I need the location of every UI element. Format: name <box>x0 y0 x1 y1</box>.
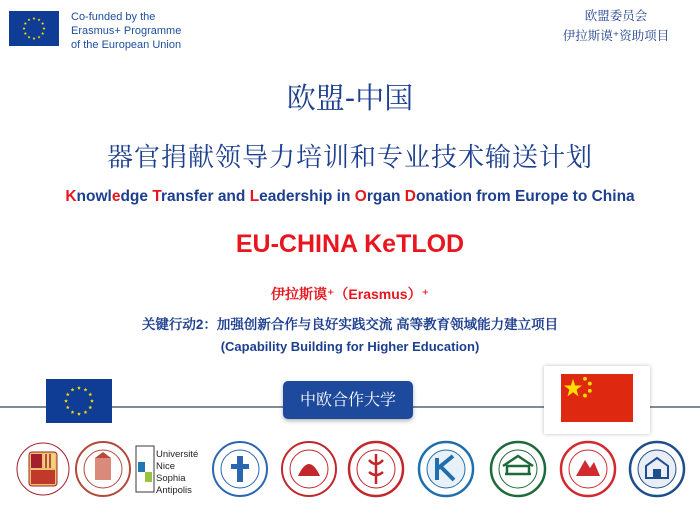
barcelona-university-logo <box>14 438 72 500</box>
title-en-fragment: K <box>65 188 77 205</box>
key-action-en: (Capability Building for Higher Education) <box>220 339 480 354</box>
nice-logo-text <box>156 449 208 497</box>
program-title-cn: 器官捐献领导力培训和专业技术输送计划 <box>106 143 593 173</box>
sino-european-universities-button[interactable]: 中欧合作大学 <box>283 381 413 419</box>
title-en-fragment: L <box>249 188 260 205</box>
cofunded-line: Erasmus+ Programme <box>71 25 182 37</box>
title-en-fragment: ransfer and <box>160 188 250 205</box>
china-flag-icon <box>560 374 634 422</box>
partner-logos <box>0 438 700 508</box>
cofunded-line: Co-funded by the <box>71 11 156 23</box>
capital-medical-university-logo <box>211 438 269 500</box>
page-title: 欧盟-中国 <box>286 81 414 115</box>
erasmus-label: 伊拉斯谟⁺（Erasmus）⁺ <box>271 286 429 302</box>
cofunded-text <box>71 10 181 52</box>
nanchang-university-logo <box>628 438 686 500</box>
nice-logo-mark <box>134 444 156 494</box>
wuhan-university-logo <box>489 438 547 500</box>
title-en-fragment: nowl <box>76 188 112 205</box>
erasmus-funded-label: 伊拉斯谟⁺资助项目 <box>562 29 670 43</box>
key-action-cn: 关键行动2：加强创新合作与良好实践交流 高等教育领域能力建立项目 <box>141 317 559 332</box>
program-title-en <box>0 188 700 206</box>
title-en-fragment: T <box>152 188 161 205</box>
title-en-fragment: rgan <box>366 188 405 205</box>
bologna-university-logo <box>74 438 132 500</box>
top-right-label <box>546 6 686 46</box>
eu-flag-icon <box>46 379 112 423</box>
nice-line: Université <box>156 449 199 460</box>
eu-commission-label: 欧盟委员会 <box>584 9 648 23</box>
kunming-university-logo <box>417 438 475 500</box>
title-en-fragment: e <box>111 188 121 205</box>
title-en-fragment: O <box>354 188 367 205</box>
title-en-fragment: eadership in <box>259 188 355 205</box>
guangzhou-medical-university-logo <box>280 438 338 500</box>
universite-nice-logo <box>134 444 208 506</box>
guangxi-tcm-university-logo <box>559 438 617 500</box>
cofunded-line: of the European Union <box>71 39 182 51</box>
nice-line: Sophia Antipolis <box>156 473 192 496</box>
project-acronym: EU-CHINA KeTLOD <box>235 230 465 258</box>
china-medical-university-logo <box>347 438 405 500</box>
title-en-fragment: D <box>404 188 416 205</box>
title-en-fragment: onation from Europe to China <box>415 188 635 205</box>
nice-line: Nice <box>156 461 176 472</box>
title-en-fragment: dge <box>120 188 153 205</box>
eu-flag-icon <box>9 11 59 46</box>
